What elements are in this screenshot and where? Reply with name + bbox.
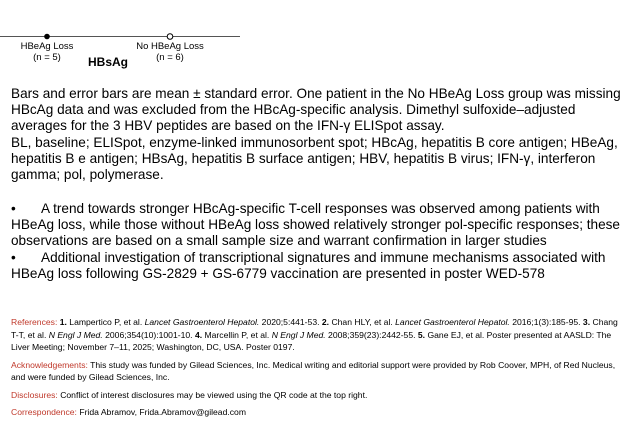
ref-text: 2006;354(10):1001-10. <box>102 329 193 340</box>
ref-text: Lampertico P, et al. <box>66 317 145 327</box>
legend-no-hbeag-loss-n: (n = 6) <box>156 52 184 63</box>
ref-number: 3. <box>582 317 591 327</box>
disclosures <box>11 389 627 402</box>
finding-text: A trend towards stronger HBcAg-specific T-cell responses was observed among patients with HBeAg loss, while those without HBeAg loss showed relatively stronger pol-specific responses; these observations are based on a small sample size and warrant confirmation in larger studies <box>11 201 620 249</box>
ref-number: 1. <box>59 317 67 327</box>
ref-text: Marcellin P, et al. <box>202 329 272 340</box>
acknowledgements-heading: Acknowledgements: <box>11 359 88 370</box>
references <box>11 316 627 354</box>
chart-legend <box>0 0 260 72</box>
ref-text: Gane EJ, et al. Poster presented at AASLD: The Liver Meeting; November 7–11, 2025; Washington, DC, USA. Poster 0197. <box>11 329 612 352</box>
ref-journal: Lancet Gastroenterol Hepatol. <box>395 317 510 327</box>
ref-journal: Lancet Gastroenterol Hepatol. <box>144 317 260 327</box>
hbeag-loss-marker <box>44 34 50 40</box>
key-findings <box>11 201 631 282</box>
legend-hbeag-loss-label: HBeAg Loss <box>20 41 74 52</box>
finding-item <box>11 201 631 250</box>
ref-journal: N Engl J Med. <box>271 329 326 340</box>
finding-item <box>11 250 631 282</box>
ref-text: Chang T-T, et al. <box>11 317 618 340</box>
legend-hbeag-loss-n: (n = 5) <box>33 52 61 63</box>
disclosures-text: Conflict of interest disclosures may be viewed using the QR code at the top right. <box>57 389 368 400</box>
ref-text: 2016;1(3):185-95. <box>509 317 583 327</box>
footnote-methods: Bars and error bars are mean ± standard error. One patient in the No HBeAg Loss group was missing HBcAg data and was excluded from the HBcAg-specific analysis. Dimethyl sulfoxide–adjusted averages for the 3 HBV peptides are based on the IFN-γ ELISpot assay. <box>11 86 621 134</box>
ref-text: 2020;5:441-53. <box>259 317 322 327</box>
correspondence-text: Frida Abramov, Frida.Abramov@gilead.com <box>76 407 246 417</box>
correspondence-heading: Correspondence: <box>11 407 77 417</box>
ref-text: Chan HLY, et al. <box>329 317 396 327</box>
ref-number: 5. <box>417 329 426 340</box>
finding-text: Additional investigation of transcriptional signatures and immune mechanisms associated with HBeAg loss following GS-2829 + GS-6779 vaccination are presented in poster WED-578 <box>11 249 606 281</box>
ref-number: 4. <box>194 329 203 340</box>
correspondence <box>11 406 627 419</box>
ref-number: 2. <box>321 317 330 327</box>
legend-no-hbeag-loss-label: No HBeAg Loss <box>136 41 204 52</box>
references-heading: References: <box>11 317 58 327</box>
ref-journal: N Engl J Med. <box>48 329 103 340</box>
poster-footer <box>11 316 627 419</box>
figure-footnote <box>11 86 627 183</box>
acknowledgements <box>11 359 627 384</box>
bullet-icon: • <box>11 249 16 265</box>
no-hbeag-loss-marker <box>167 34 173 40</box>
bullet-icon: • <box>11 201 16 216</box>
ref-text: 2008;359(23):2442-55. <box>325 329 418 340</box>
footnote-abbreviations: BL, baseline; ELISpot, enzyme-linked immunosorbent spot; HBcAg, hepatitis B core antigen; HBeAg, hepatitis B e antigen; HBsAg, hepatitis B surface antigen; HBV, hepatitis B virus; IFN-γ, interferon gamma; pol, polymerase. <box>11 134 618 183</box>
acknowledgements-text: This study was funded by Gilead Sciences, Inc. Medical writing and editorial support were provided by Rob Coover, MPH, of Red Nucleus, and were funded by Gilead Sciences, Inc. <box>11 359 616 382</box>
disclosures-heading: Disclosures: <box>11 389 58 400</box>
panel-label: HBsAg <box>88 55 129 69</box>
